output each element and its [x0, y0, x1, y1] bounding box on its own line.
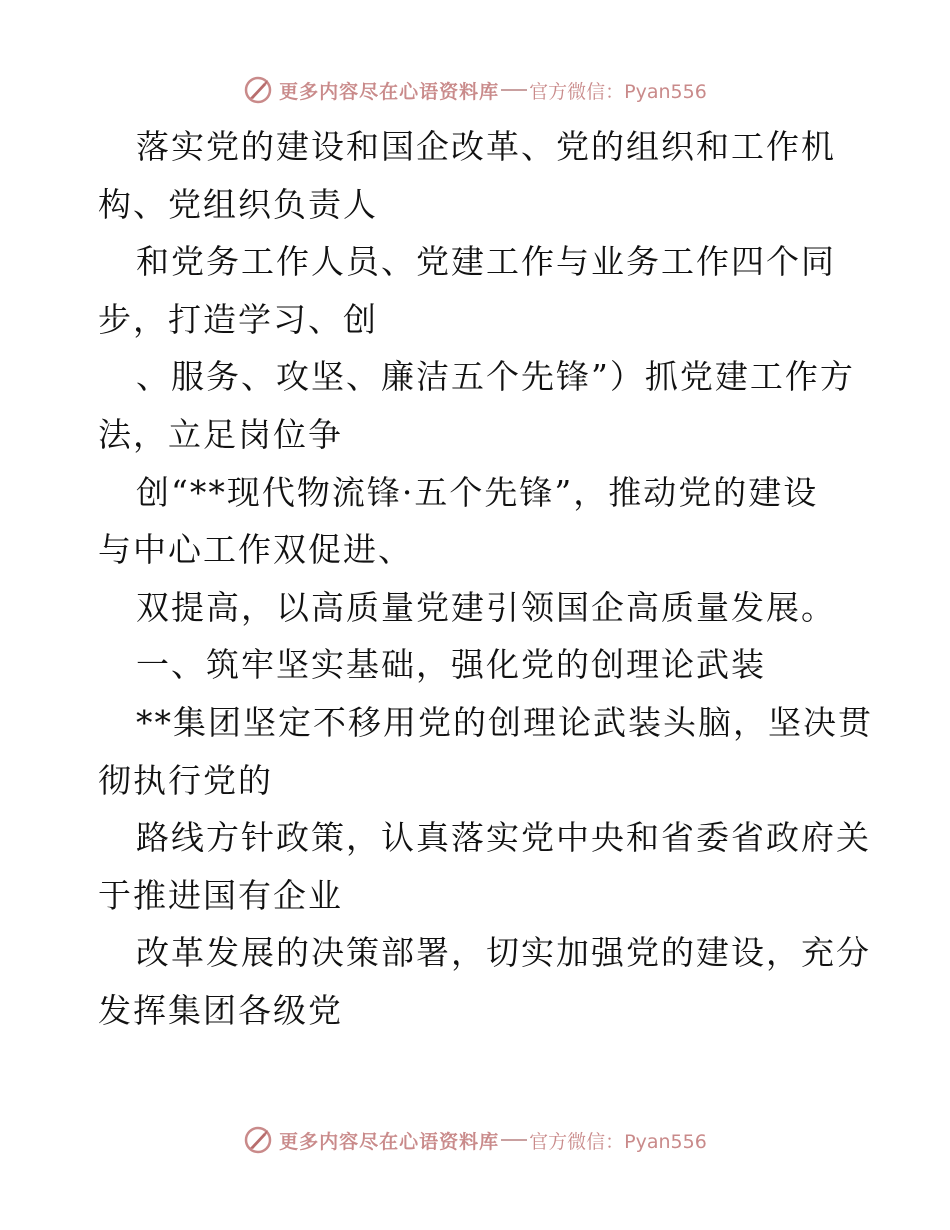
- banner-suffix: 官方微信：Pyan556: [529, 80, 707, 103]
- paragraph-line: 和党务工作人员、党建工作与业务工作四个同: [136, 242, 836, 282]
- paragraph-line: 改革发展的决策部署，切实加强党的建设，充分: [136, 933, 871, 973]
- paragraph-line: 路线方针政策，认真落实党中央和省委省政府关: [136, 818, 871, 858]
- paragraph-line: 、服务、攻坚、廉洁五个先锋”）抓党建工作方: [136, 357, 855, 397]
- feather-pen-circle-icon: [243, 75, 273, 105]
- banner-dash: [501, 1139, 527, 1141]
- paragraph-line: 于推进国有企业: [98, 875, 343, 915]
- paragraph-line: 落实党的建设和国企改革、党的组织和工作机: [136, 127, 836, 166]
- header-watermark-banner: [0, 68, 950, 112]
- paragraph-line: 双提高，以高质量党建引领国企高质量发展。: [136, 587, 836, 627]
- footer-watermark-banner: [0, 1118, 950, 1162]
- paragraph-line: **集团坚定不移用党的创理论武装头脑，坚决贯: [136, 702, 873, 742]
- paragraph-line: 一、筑牢坚实基础，强化党的创理论武装: [136, 645, 766, 685]
- banner-dash: [501, 89, 527, 91]
- paragraph-line: 创“**现代物流锋·五个先锋”，推动党的建设: [136, 472, 819, 512]
- document-body: [98, 118, 873, 1040]
- paragraph-line: 构、党组织负责人: [98, 184, 378, 224]
- banner-suffix: 官方微信：Pyan556: [529, 1130, 707, 1153]
- paragraph-line: 步，打造学习、创: [98, 299, 378, 339]
- banner-text: 更多内容尽在心语资料库: [279, 80, 500, 103]
- banner-text: 更多内容尽在心语资料库: [279, 1130, 500, 1153]
- paragraph-line: 彻执行党的: [98, 760, 273, 800]
- paragraph-line: 发挥集团各级党: [98, 990, 343, 1030]
- paragraph-line: 与中心工作双促进、: [98, 530, 413, 570]
- paragraph-line: 法，立足岗位争: [98, 414, 343, 454]
- feather-pen-circle-icon: [243, 1125, 273, 1155]
